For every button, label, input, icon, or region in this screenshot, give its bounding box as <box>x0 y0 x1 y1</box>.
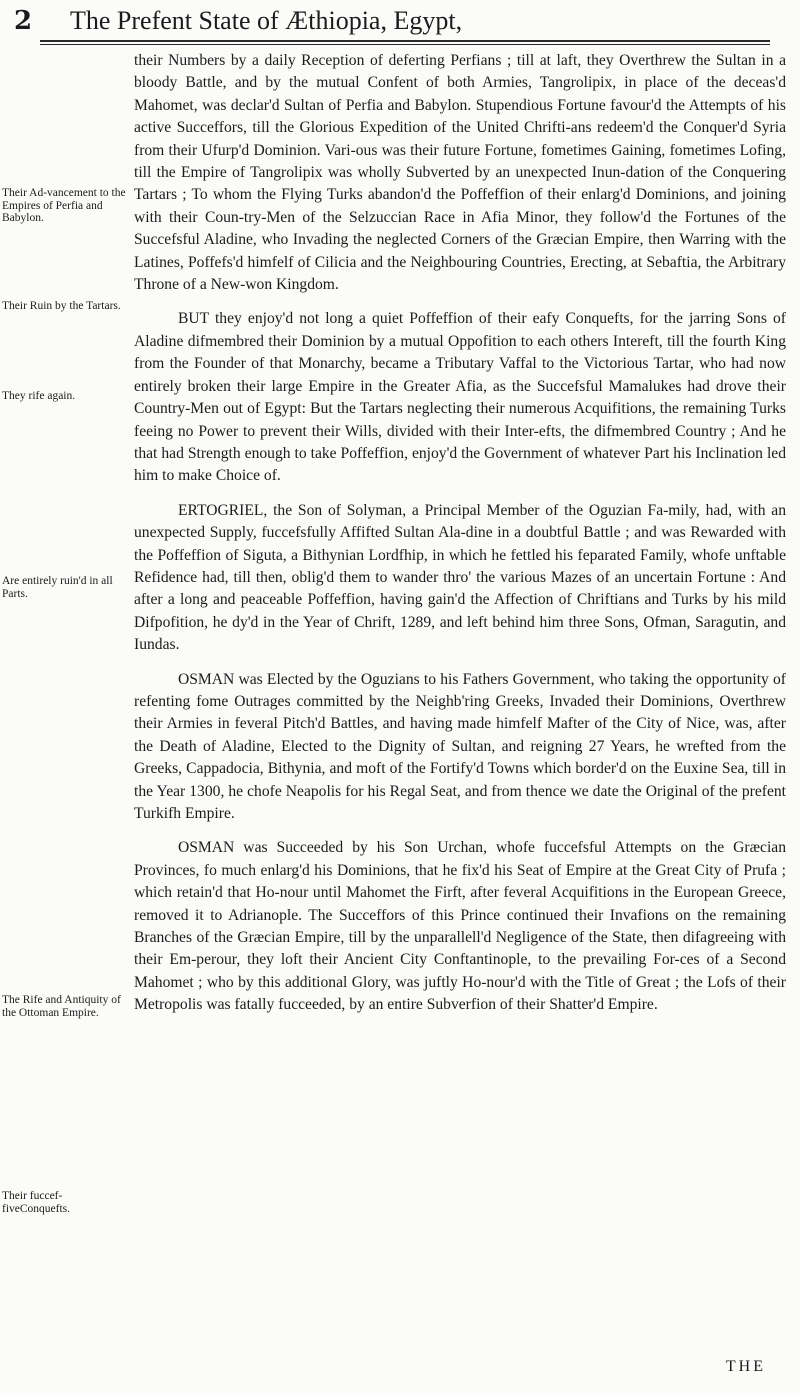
header-rule-thin <box>40 44 770 45</box>
marginal-note-ottoman-rise: The Rife and Antiquity of the Ottoman Empire. <box>2 994 121 1019</box>
catchword: THE <box>725 1358 766 1375</box>
paragraph-ertogriel: ERTOGRIEL, the Son of Solyman, a Principal Member of the Oguzian Fa-mily, had, with an unexpected Supply, fuccefsfully Affifted Sultan Ala-dine in a doubtful Battle ; and was Rewarded with the Poffeffion of Siguta, a Bithynian Lordfhip, in which he fettled his feparated Family, whofe unftable Refidence had, till then, oblig'd them to wander thro' the various Mazes of an uncertain Fortune : And after a long and peaceable Poffeffion, having gain'd the Affection of Chriftians and Turks by his mild Difpofition, he dy'd in the Year of Chrift, 1289, and left behind him three Sons, Ofman, Saragutin, and Iundas. <box>134 501 786 654</box>
marginal-note-rise-again: They rife again. <box>2 390 76 402</box>
running-head: The Prefent State of Æthiopia, Egypt, <box>70 6 463 35</box>
marginal-note-ruin: Their Ruin by the Tartars. <box>2 300 121 312</box>
marginal-note-entirely-ruined: Are entirely ruin'd in all Parts. <box>2 575 113 600</box>
marginal-note-advancement: Their Ad-vancement to the Empires of Perfia and Babylon. <box>2 187 126 224</box>
paragraph-urchan: OSMAN was Succeeded by his Son Urchan, whofe fuccefsful Attempts on the Græcian Provinces, fo much enlarg'd his Dominions, that he fix'd his Seat of Empire at the Great City of Prufa ; which retain'd that Ho-nour until Mahomet the Firft, after feveral Acquifitions in the European Greece, removed it to Adrianople. The Succeffors of this Prince continued their Invafions on the remaining Branches of the Græcian Empire, till by the unparallell'd Negligence of the State, then difagreeing with their Em-perour, they loft their Ancient City Conftantinople, to the prevailing For-ces of a Second Mahomet ; who by this additional Glory, was juftly Ho-nour'd with the Title of Great ; the Lofs of their Metropolis was fatally fucceeded, by an entire Subverfion of their Shatter'd Empire. <box>134 839 786 1014</box>
marginal-note-conquests: Their fuccef-fiveConquefts. <box>2 1190 71 1215</box>
header-rule <box>40 40 770 42</box>
paragraph-osman: OSMAN was Elected by the Oguzians to his Fathers Government, who taking the opportunity of refenting fome Outrages committed by the Neighb'ring Greeks, Invaded their Dominions, Overthrew their Armies in feveral Pitch'd Battles, and having made himfelf Mafter of the City of Nice, was, after the Death of Aladine, Elected to the Dignity of Sultan, and reigning 27 Years, he wrefted from the Greeks, Cappadocia, Bithynia, and moft of the Fortify'd Towns which border'd on the Euxine Sea, till in the Year 1300, he chofe Neapolis for his Regal Seat, and from thence we date the Original of the prefent Turkifh Empire. <box>134 670 786 822</box>
paragraph-aladine-sons: BUT they enjoy'd not long a quiet Poffeffion of their eafy Conquefts, for the jarring Sons of Aladine difmembred their Dominion by a mutual Oppofition to each others Intereft, till the fourth King from the Founder of that Monarchy, became a Tributary Vaffal to the Victorious Tartar, who had now entirely broken their large Empire in the Greater Afia, as the Succefsful Mamalukes had drove their Country-Men out of Egypt: But the Tartars neglecting their numerous Acquifitions, the remaining Turks feeing no Power to prevent their Wills, divided with their Inter-efts, the difmembred Country ; And he that had Strength enough to take Poffeffion, enjoy'd the Government of whatever Part his Inclination led him to make Choice of. <box>134 310 786 485</box>
paragraph-seljuk-rise: their Numbers by a daily Reception of deferting Perfians ; till at laft, they Overthrew the Sultan in a bloody Battle, and by the mutual Confent of both Armies, Tangrolipix, in place of the deceas'd Mahomet, was declar'd Sultan of Perfia and Babylon. Stupendious Fortune favour'd the Attempts of his active Succeffors, till the Glorious Expedition of the United Chrifti-ans redeem'd the Conquer'd Syria from their Ufurp'd Dominion. Vari-ous was their future Fortune, fometimes Gaining, fometimes Lofing, till the Empire of Tangrolipix was wholly Subverted by an unexpected Inun-dation of the Conquering Tartars ; To whom the Flying Turks abandon'd the Poffeffion of their enlarg'd Dominions, and joining with their Coun-try-Men of the Selzuccian Race in Afia Minor, they follow'd the Fortunes of the Succefsful Aladine, who Invading the neglected Corners of the Græcian Empire, then Warring with the Latines, Poffefs'd himfelf of Cilicia and the Neighbouring Countries, Erecting, at Sebaftia, the Arbitrary Throne of a New-won Kingdom. <box>134 52 786 294</box>
page-header <box>0 0 800 40</box>
page-number: 2 <box>14 6 33 36</box>
body-text <box>134 50 786 1017</box>
